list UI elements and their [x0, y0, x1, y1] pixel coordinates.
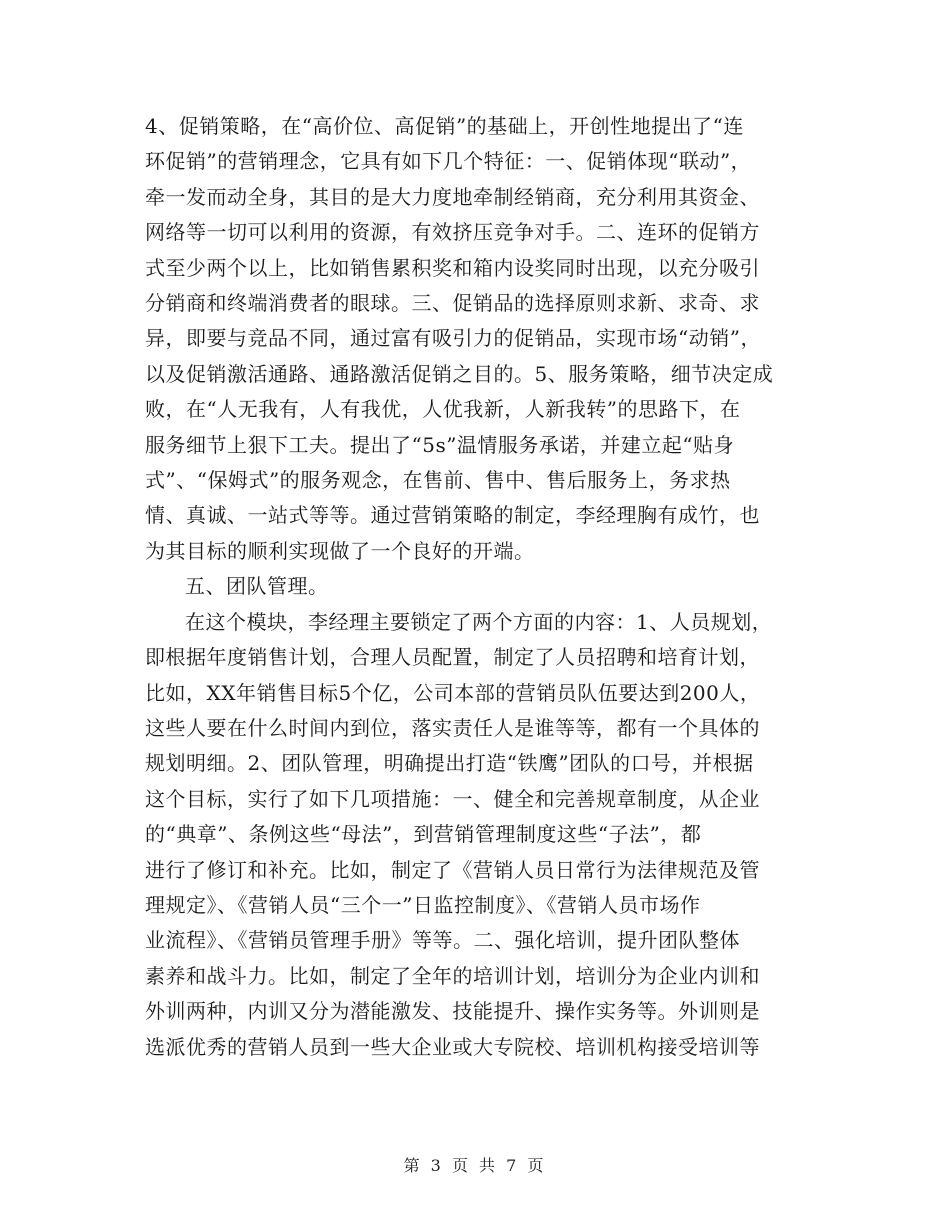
text-line: 素养和战斗力。比如，制定了全年的培训计划，培训分为企业内训和 — [145, 963, 760, 988]
paragraph-promotion-strategy — [145, 109, 805, 569]
text-line: 异，即要与竞品不同，通过富有吸引力的促销品，实现市场“动销”， — [145, 326, 761, 351]
text-line: 外训两种，内训又分为潜能激发、技能提升、操作实务等。外训则是 — [145, 999, 760, 1024]
text-line: 牵一发而动全身，其目的是大力度地牵制经销商，充分利用其资金、 — [145, 184, 760, 209]
text-line: 服务细节上狠下工夫。提出了“5s”温情服务承诺，并建立起“贴身 — [145, 432, 735, 457]
section-heading-team-management — [145, 569, 805, 604]
text-line: 选派优秀的营销人员到一些大企业或大专院校、培训机构接受培训等 — [145, 1034, 760, 1059]
text-line: 规划明细。2、团队管理，明确提出打造“铁鹰”团队的口号，并根据 — [145, 751, 754, 776]
text-line: 比如，XX年销售目标5个亿，公司本部的营销员队伍要达到200人， — [145, 680, 761, 705]
document-body — [145, 109, 805, 1065]
text-line: 即根据年度销售计划，合理人员配置，制定了人员招聘和培育计划， — [145, 645, 760, 670]
text-line: 情、真诚、一站式等等。通过营销策略的制定，李经理胸有成竹，也 — [145, 503, 760, 528]
text-line: 理规定》、《营销人员“三个一”日监控制度》、《营销人员市场作 — [145, 892, 701, 917]
text-line: 这个目标，实行了如下几项措施：一、健全和完善规章制度，从企业 — [145, 786, 760, 811]
text-line: 以及促销激活通路、通路激活促销之目的。5、服务策略，细节决定成 — [145, 361, 774, 386]
text-line: 这些人要在什么时间内到位，落实责任人是谁等等，都有一个具体的 — [145, 715, 760, 740]
text-line: 式”、“保姆式”的服务观念，在售前、售中、售后服务上，务求热 — [145, 468, 731, 493]
text-line: 的“典章”、条例这些“母法”，到营销管理制度这些“子法”，都 — [145, 822, 702, 847]
text-line: 为其目标的顺利实现做了一个良好的开端。 — [145, 538, 535, 563]
text-line: 网络等一切可以利用的资源，有效挤压竞争对手。二、连环的促销方 — [145, 220, 760, 245]
text-line: 在这个模块，李经理主要锁定了两个方面的内容：1、人员规划， — [185, 609, 773, 634]
text-line: 业流程》、《营销员管理手册》等等。二、强化培训，提升团队整体 — [145, 928, 740, 953]
text-line: 进行了修订和补充。比如，制定了《营销人员日常行为法律规范及管 — [145, 857, 760, 882]
text-line: 4、促销策略，在“高价位、高促销”的基础上，开创性地提出了“连 — [145, 114, 744, 138]
text-line: 环促销”的营销理念，它具有如下几个特征：一、促销体现“联动”， — [145, 149, 752, 174]
page-number-footer: 第 3 页 共 7 页 — [403, 1156, 547, 1175]
text-line: 败，在“人无我有，人有我优，人优我新，人新我转”的思路下，在 — [145, 397, 741, 422]
section-heading-text: 五、团队管理。 — [185, 574, 329, 599]
text-line: 式至少两个以上，比如销售累积奖和箱内设奖同时出现，以充分吸引 — [145, 255, 760, 280]
paragraph-team-management — [145, 605, 805, 1065]
text-line: 分销商和终端消费者的眼球。三、促销品的选择原则求新、求奇、求 — [145, 291, 760, 316]
